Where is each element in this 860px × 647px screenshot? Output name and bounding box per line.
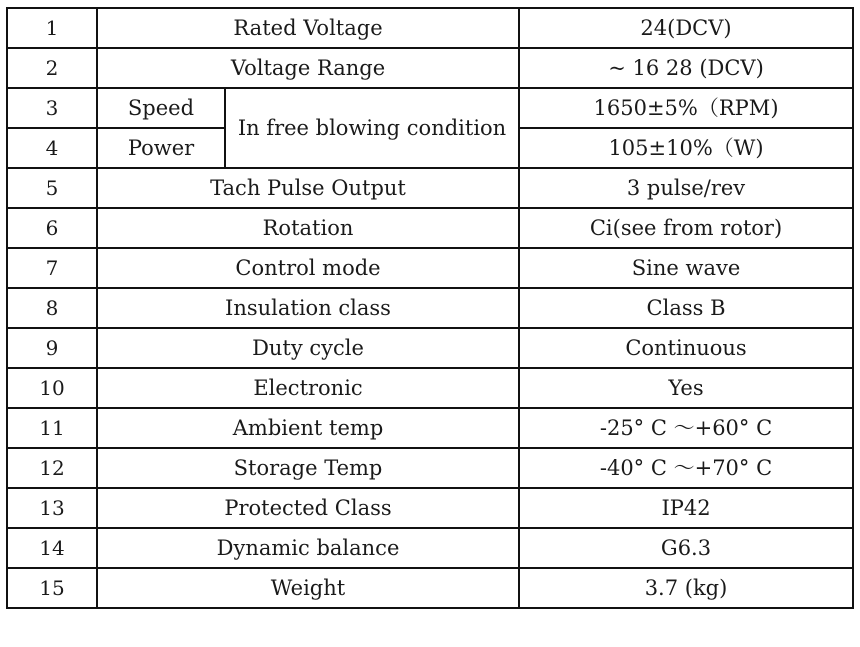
parameter-cell: Control mode [97,248,519,288]
row-number: 3 [7,88,97,128]
value-cell: 1650±5%（RPM) [519,88,853,128]
parameter-cell: Rotation [97,208,519,248]
row-number: 8 [7,288,97,328]
parameter-cell: Insulation class [97,288,519,328]
table-row [7,168,853,208]
table-row [7,368,853,408]
table-row [7,328,853,368]
value-cell: ~ 16 28 (DCV) [519,48,853,88]
table-row [7,488,853,528]
table-row [7,408,853,448]
value-cell: 105±10%（W) [519,128,853,168]
row-number: 14 [7,528,97,568]
parameter-cell: Storage Temp [97,448,519,488]
row-number: 13 [7,488,97,528]
shared-condition-cell: In free blowing condition [225,88,519,168]
parameter-cell: Electronic [97,368,519,408]
row-number: 4 [7,128,97,168]
value-cell: Continuous [519,328,853,368]
parameter-cell: Dynamic balance [97,528,519,568]
value-cell: 3 pulse/rev [519,168,853,208]
row-number: 6 [7,208,97,248]
value-cell: -40° C ～+70° C [519,448,853,488]
row-number: 10 [7,368,97,408]
row-number: 12 [7,448,97,488]
parameter-cell: Voltage Range [97,48,519,88]
value-cell: Sine wave [519,248,853,288]
sub-parameter-cell: Speed [97,88,225,128]
spec-table [6,7,854,609]
value-cell: -25° C ～+60° C [519,408,853,448]
parameter-cell: Weight [97,568,519,608]
table-row [7,568,853,608]
table-row [7,248,853,288]
sub-parameter-cell: Power [97,128,225,168]
row-number: 7 [7,248,97,288]
table-row [7,48,853,88]
parameter-cell: Tach Pulse Output [97,168,519,208]
value-cell: Ci(see from rotor) [519,208,853,248]
value-cell: 24(DCV) [519,8,853,48]
row-number: 15 [7,568,97,608]
table-row [7,448,853,488]
parameter-cell: Duty cycle [97,328,519,368]
row-number: 11 [7,408,97,448]
row-number: 5 [7,168,97,208]
table-row [7,88,853,128]
table-row [7,8,853,48]
parameter-cell: Rated Voltage [97,8,519,48]
value-cell: Yes [519,368,853,408]
row-number: 9 [7,328,97,368]
row-number: 2 [7,48,97,88]
row-number: 1 [7,8,97,48]
value-cell: G6.3 [519,528,853,568]
parameter-cell: Protected Class [97,488,519,528]
value-cell: IP42 [519,488,853,528]
value-cell: Class B [519,288,853,328]
value-cell: 3.7 (kg) [519,568,853,608]
table-row [7,288,853,328]
parameter-cell: Ambient temp [97,408,519,448]
table-row [7,208,853,248]
table-row [7,528,853,568]
